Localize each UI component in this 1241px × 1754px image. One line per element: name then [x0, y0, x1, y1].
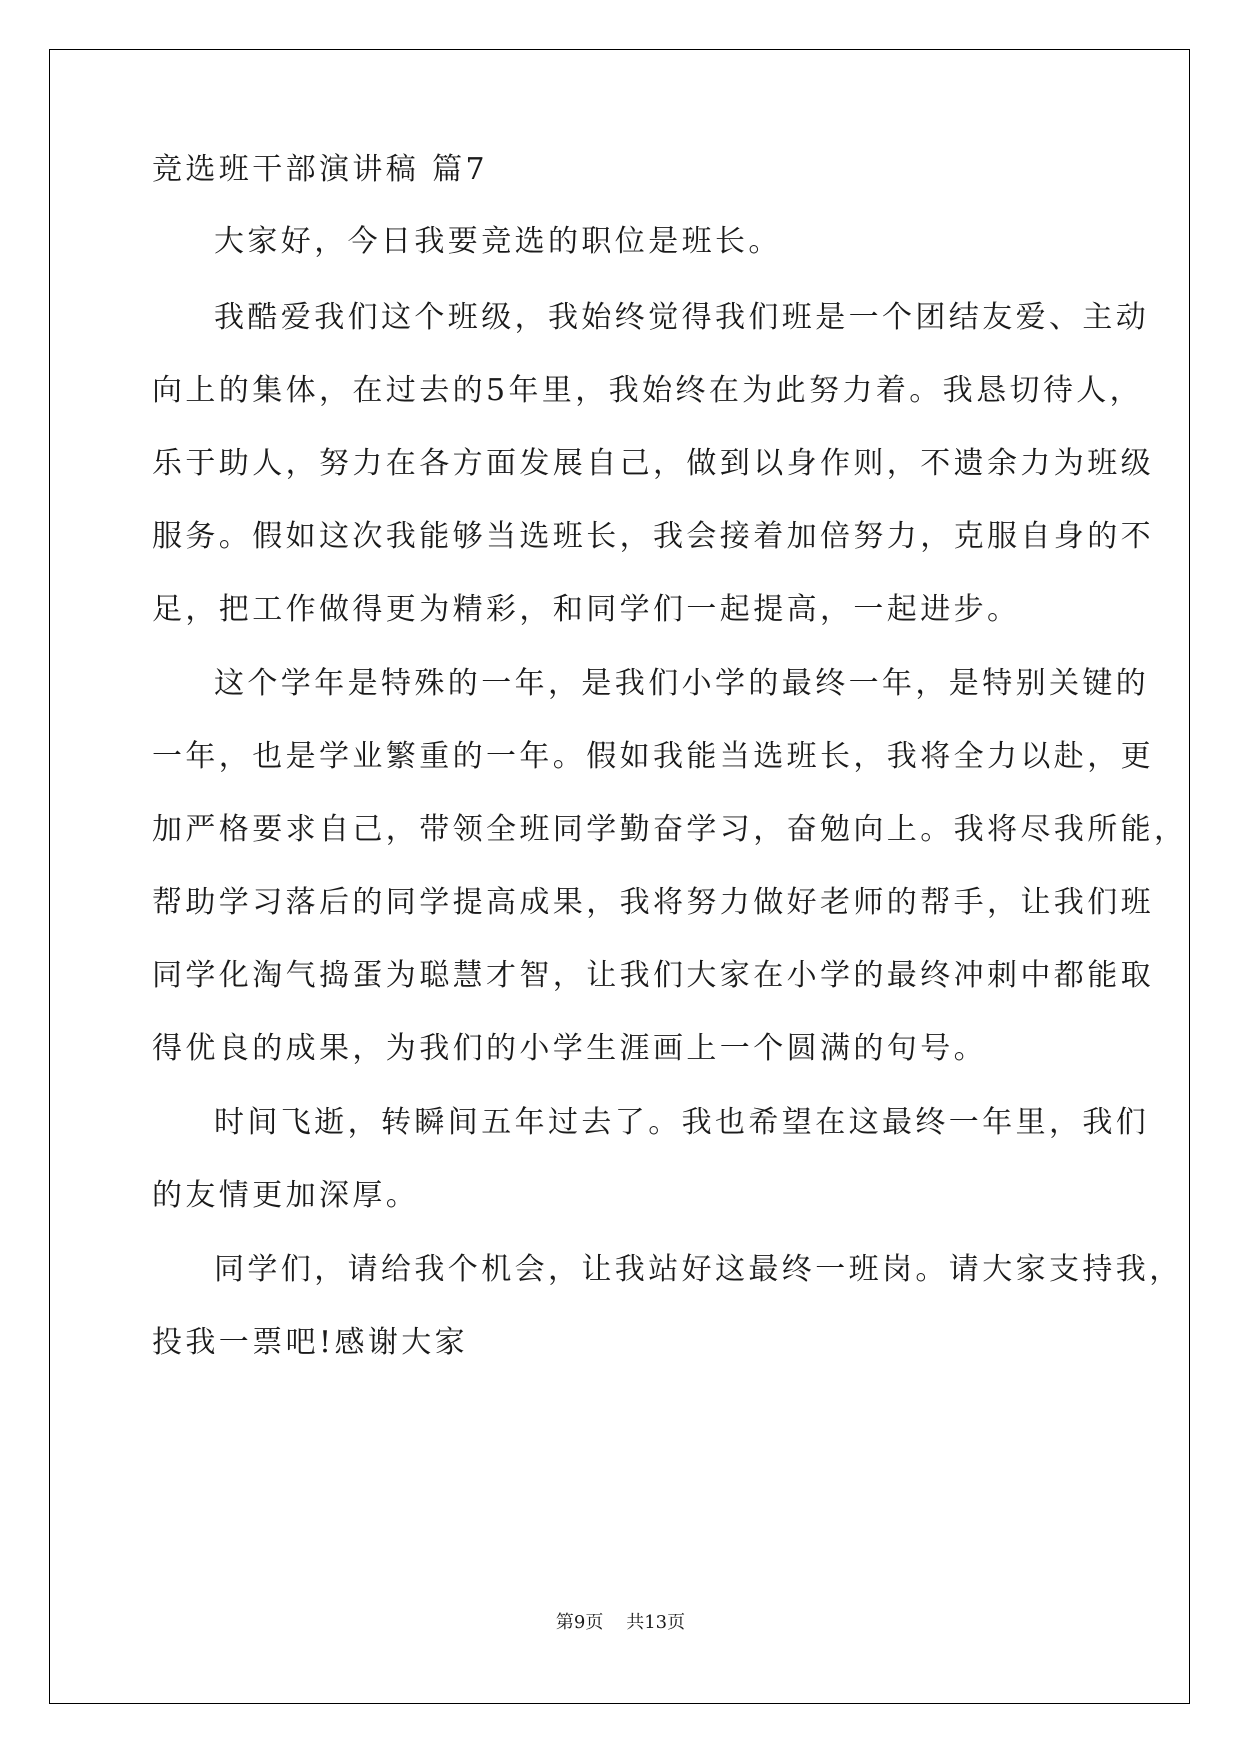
- paragraph-line: 的友情更加深厚。: [152, 1178, 420, 1213]
- paragraph-line: 投我一票吧!感谢大家: [152, 1325, 469, 1360]
- paragraph-line: 同学化淘气捣蛋为聪慧才智，让我们大家在小学的最终冲刺中都能取: [152, 958, 1154, 993]
- paragraph-line: 时间飞逝，转瞬间五年过去了。我也希望在这最终一年里，我们: [214, 1105, 1150, 1140]
- paragraph-line: 同学们，请给我个机会，让我站好这最终一班岗。请大家支持我，: [214, 1252, 1183, 1287]
- paragraph-line: 一年，也是学业繁重的一年。假如我能当选班长，我将全力以赴，更: [152, 739, 1154, 774]
- paragraph-line: 得优良的成果，为我们的小学生涯画上一个圆满的句号。: [152, 1031, 987, 1066]
- page-number-footer: 第9页 共13页: [555, 1612, 686, 1633]
- paragraph-line: 帮助学习落后的同学提高成果，我将努力做好老师的帮手，让我们班: [152, 885, 1154, 920]
- paragraph-line: 大家好，今日我要竞选的职位是班长。: [214, 224, 782, 259]
- paragraph-line: 这个学年是特殊的一年，是我们小学的最终一年，是特别关键的: [214, 666, 1150, 701]
- paragraph-line: 服务。假如这次我能够当选班长，我会接着加倍努力，克服自身的不: [152, 519, 1154, 554]
- document-title: 竞选班干部演讲稿 篇7: [152, 152, 489, 187]
- paragraph-line: 我酷爱我们这个班级，我始终觉得我们班是一个团结友爱、主动: [214, 300, 1150, 335]
- paragraph-line: 足，把工作做得更为精彩，和同学们一起提高，一起进步。: [152, 592, 1021, 627]
- paragraph-line: 乐于助人，努力在各方面发展自己，做到以身作则，不遗余力为班级: [152, 446, 1154, 481]
- paragraph-line: 加严格要求自己，带领全班同学勤奋学习，奋勉向上。我将尽我所能，: [152, 812, 1188, 847]
- paragraph-line: 向上的集体，在过去的5年里，我始终在为此努力着。我恳切待人，: [152, 373, 1144, 408]
